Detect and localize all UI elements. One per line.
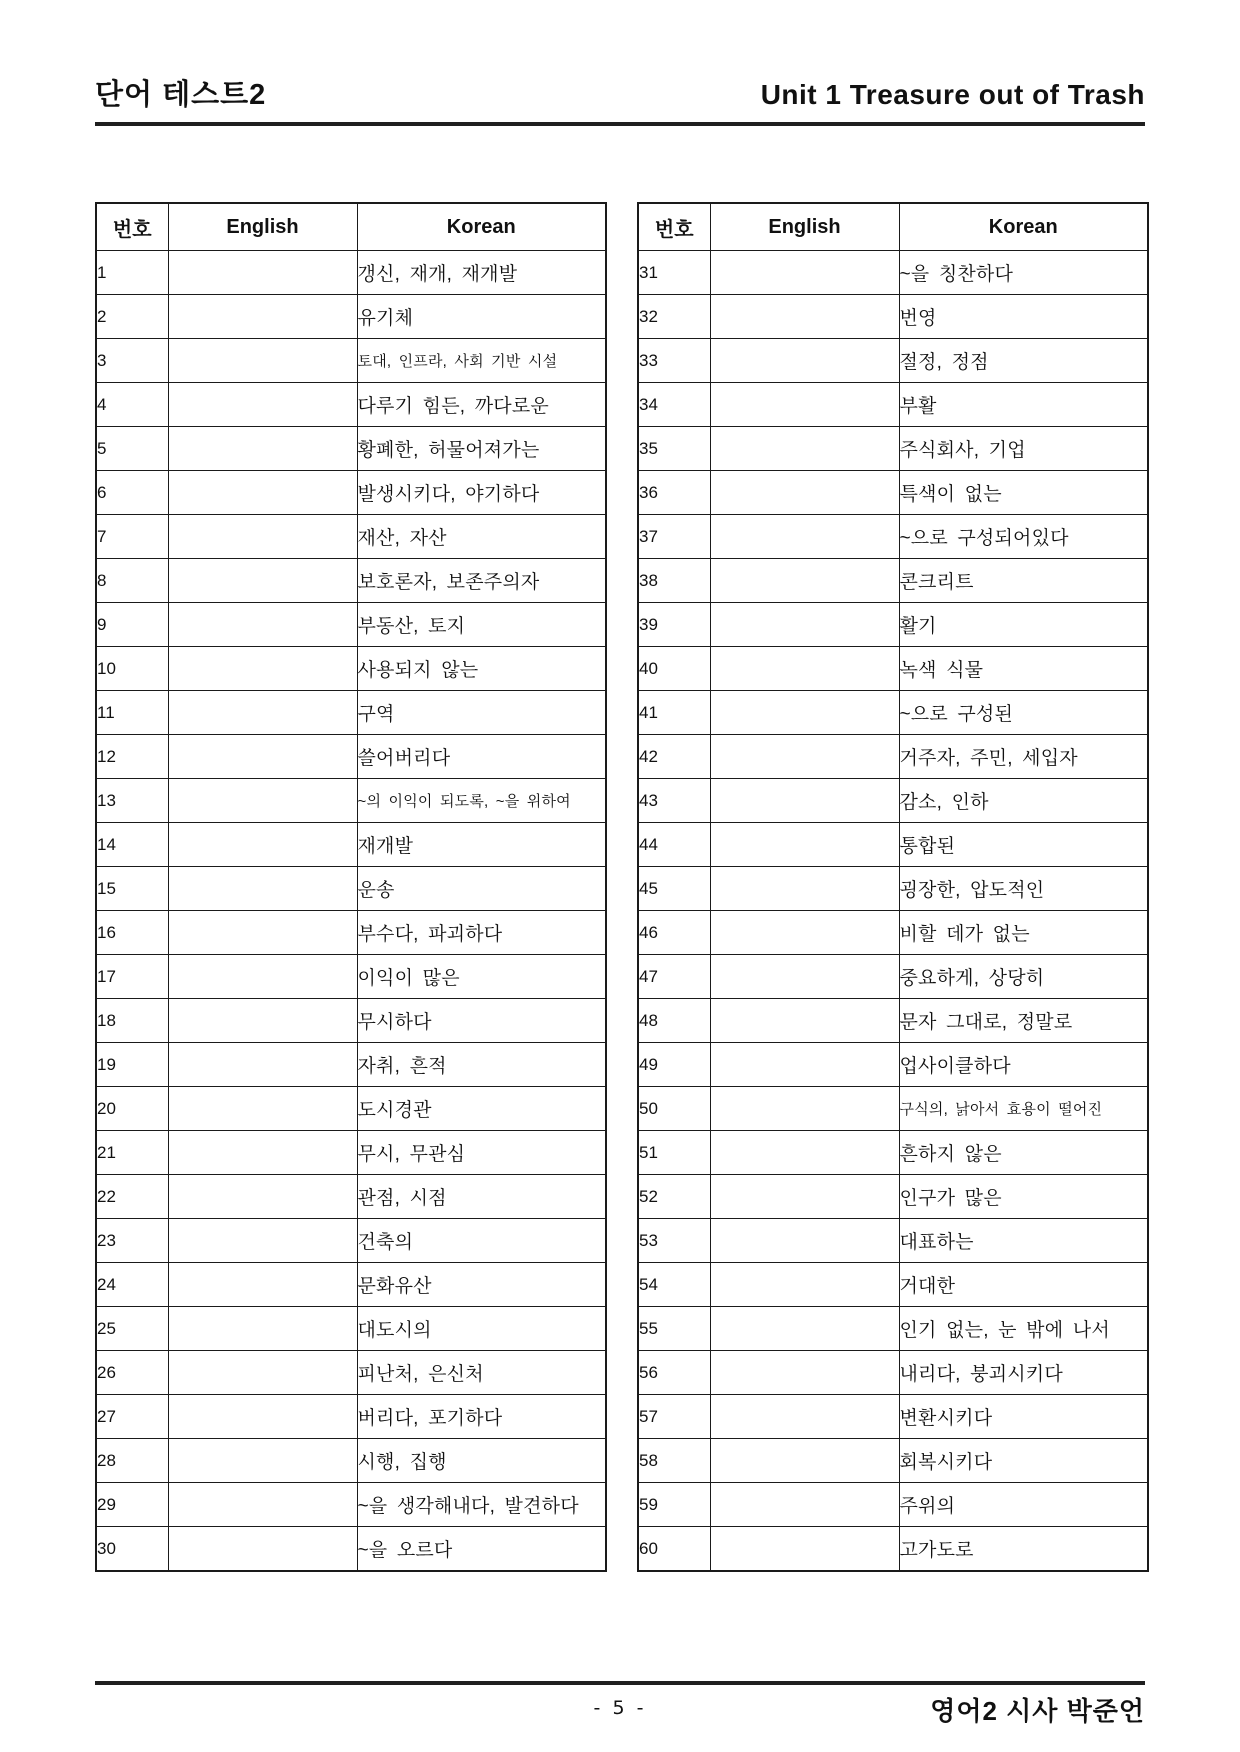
table-row [96,691,606,735]
english-answer-cell [710,1087,899,1131]
row-number-cell: 14 [96,823,168,867]
row-number-cell: 37 [638,515,710,559]
korean-meaning-cell: 버리다, 포기하다 [357,1395,606,1439]
table-row [96,427,606,471]
row-number-cell: 20 [96,1087,168,1131]
english-answer-cell [168,1043,357,1087]
row-number-cell: 43 [638,779,710,823]
english-answer-cell [168,383,357,427]
table-row [638,471,1148,515]
row-number-cell: 12 [96,735,168,779]
korean-meaning-cell: ~을 오르다 [357,1527,606,1572]
english-answer-cell [710,955,899,999]
row-number-cell: 23 [96,1219,168,1263]
row-number-cell: 32 [638,295,710,339]
table-row [96,1395,606,1439]
english-answer-cell [710,911,899,955]
korean-meaning-cell: 거대한 [899,1263,1148,1307]
table-row [638,251,1148,295]
table-row [96,1043,606,1087]
table-row [638,1395,1148,1439]
table-row [96,1439,606,1483]
table-row [96,1351,606,1395]
english-answer-cell [168,1527,357,1572]
row-number-cell: 50 [638,1087,710,1131]
korean-meaning-cell: 고가도로 [899,1527,1148,1572]
english-answer-cell [168,515,357,559]
korean-meaning-cell: 변환시키다 [899,1395,1148,1439]
english-answer-cell [710,1527,899,1572]
row-number-cell: 28 [96,1439,168,1483]
column-header-number: 번호 [638,203,710,251]
korean-meaning-cell: 절정, 정점 [899,339,1148,383]
row-number-cell: 6 [96,471,168,515]
table-row [638,1087,1148,1131]
row-number-cell: 25 [96,1307,168,1351]
korean-meaning-cell: 재개발 [357,823,606,867]
row-number-cell: 13 [96,779,168,823]
row-number-cell: 33 [638,339,710,383]
english-answer-cell [168,999,357,1043]
table-row [638,383,1148,427]
row-number-cell: 7 [96,515,168,559]
table-row [96,823,606,867]
table-row [638,691,1148,735]
column-header-korean: Korean [899,203,1148,251]
korean-meaning-cell: 유기체 [357,295,606,339]
korean-meaning-cell: 통합된 [899,823,1148,867]
korean-meaning-cell: 갱신, 재개, 재개발 [357,251,606,295]
table-row [638,1043,1148,1087]
korean-meaning-cell: 거주자, 주민, 세입자 [899,735,1148,779]
english-answer-cell [168,1219,357,1263]
table-row [638,1307,1148,1351]
english-answer-cell [710,1219,899,1263]
english-answer-cell [168,251,357,295]
table-row [96,867,606,911]
english-answer-cell [168,1395,357,1439]
english-answer-cell [710,779,899,823]
korean-meaning-cell: 구식의, 낡아서 효용이 떨어진 [899,1087,1148,1131]
english-answer-cell [168,339,357,383]
english-answer-cell [710,735,899,779]
korean-meaning-cell: 회복시키다 [899,1439,1148,1483]
english-answer-cell [710,515,899,559]
table-row [96,603,606,647]
table-row [638,1483,1148,1527]
english-answer-cell [710,1395,899,1439]
table-row [96,1307,606,1351]
korean-meaning-cell: 이익이 많은 [357,955,606,999]
row-number-cell: 53 [638,1219,710,1263]
table-row [638,867,1148,911]
vocab-table-right [637,202,1149,1572]
table-row [638,1219,1148,1263]
table-row [96,559,606,603]
footer-divider [95,1681,1145,1685]
table-row [638,779,1148,823]
row-number-cell: 41 [638,691,710,735]
english-answer-cell [710,427,899,471]
korean-meaning-cell: 흔하지 않은 [899,1131,1148,1175]
korean-meaning-cell: 업사이클하다 [899,1043,1148,1087]
vocab-table-left [95,202,607,1572]
table-row [638,295,1148,339]
column-header-english: English [168,203,357,251]
korean-meaning-cell: 도시경관 [357,1087,606,1131]
korean-meaning-cell: 구역 [357,691,606,735]
english-answer-cell [168,779,357,823]
row-number-cell: 9 [96,603,168,647]
korean-meaning-cell: 주식회사, 기업 [899,427,1148,471]
row-number-cell: 1 [96,251,168,295]
table-row [96,383,606,427]
row-number-cell: 24 [96,1263,168,1307]
english-answer-cell [168,867,357,911]
table-row [96,955,606,999]
row-number-cell: 18 [96,999,168,1043]
english-answer-cell [168,1483,357,1527]
english-answer-cell [168,691,357,735]
column-header-korean: Korean [357,203,606,251]
korean-meaning-cell: 자취, 흔적 [357,1043,606,1087]
english-answer-cell [168,1175,357,1219]
korean-meaning-cell: 황폐한, 허물어져가는 [357,427,606,471]
english-answer-cell [710,383,899,427]
korean-meaning-cell: 관점, 시점 [357,1175,606,1219]
english-answer-cell [710,1131,899,1175]
table-row [96,471,606,515]
row-number-cell: 40 [638,647,710,691]
english-answer-cell [168,911,357,955]
row-number-cell: 2 [96,295,168,339]
row-number-cell: 16 [96,911,168,955]
korean-meaning-cell: 문자 그대로, 정말로 [899,999,1148,1043]
korean-meaning-cell: 특색이 없는 [899,471,1148,515]
korean-meaning-cell: 콘크리트 [899,559,1148,603]
english-answer-cell [710,823,899,867]
english-answer-cell [168,603,357,647]
table-row [638,911,1148,955]
row-number-cell: 35 [638,427,710,471]
row-number-cell: 8 [96,559,168,603]
row-number-cell: 31 [638,251,710,295]
korean-meaning-cell: 부동산, 토지 [357,603,606,647]
korean-meaning-cell: ~으로 구성된 [899,691,1148,735]
korean-meaning-cell: 재산, 자산 [357,515,606,559]
table-row [638,647,1148,691]
english-answer-cell [710,295,899,339]
korean-meaning-cell: 대도시의 [357,1307,606,1351]
row-number-cell: 51 [638,1131,710,1175]
table-row [96,647,606,691]
table-row [96,1131,606,1175]
table-row [638,735,1148,779]
row-number-cell: 3 [96,339,168,383]
table-row [96,1087,606,1131]
korean-meaning-cell: 쓸어버리다 [357,735,606,779]
english-answer-cell [710,691,899,735]
table-row [638,427,1148,471]
english-answer-cell [710,1175,899,1219]
korean-meaning-cell: 사용되지 않는 [357,647,606,691]
table-row [638,1175,1148,1219]
english-answer-cell [710,1351,899,1395]
table-row [96,295,606,339]
korean-meaning-cell: 부수다, 파괴하다 [357,911,606,955]
row-number-cell: 58 [638,1439,710,1483]
table-row [96,1263,606,1307]
english-answer-cell [710,1439,899,1483]
english-answer-cell [168,1263,357,1307]
table-row [638,603,1148,647]
table-row [638,515,1148,559]
table-row [96,1527,606,1572]
row-number-cell: 56 [638,1351,710,1395]
korean-meaning-cell: 토대, 인프라, 사회 기반 시설 [357,339,606,383]
row-number-cell: 52 [638,1175,710,1219]
korean-meaning-cell: 피난처, 은신처 [357,1351,606,1395]
english-answer-cell [710,603,899,647]
korean-meaning-cell: 내리다, 붕괴시키다 [899,1351,1148,1395]
page-footer [95,1672,1145,1731]
row-number-cell: 60 [638,1527,710,1572]
korean-meaning-cell: ~을 칭찬하다 [899,251,1148,295]
table-row [96,251,606,295]
table-row [638,1527,1148,1572]
english-answer-cell [710,999,899,1043]
row-number-cell: 49 [638,1043,710,1087]
korean-meaning-cell: 비할 데가 없는 [899,911,1148,955]
row-number-cell: 29 [96,1483,168,1527]
korean-meaning-cell: 인기 없는, 눈 밖에 나서 [899,1307,1148,1351]
english-answer-cell [710,1483,899,1527]
table-row [638,1351,1148,1395]
row-number-cell: 22 [96,1175,168,1219]
korean-meaning-cell: 대표하는 [899,1219,1148,1263]
table-row [638,1439,1148,1483]
vocab-tables [95,202,1149,1572]
english-answer-cell [710,647,899,691]
table-row [638,823,1148,867]
document-title: 단어 테스트2 [95,79,267,111]
row-number-cell: 21 [96,1131,168,1175]
korean-meaning-cell: 굉장한, 압도적인 [899,867,1148,911]
korean-meaning-cell: ~의 이익이 되도록, ~을 위하여 [357,779,606,823]
english-answer-cell [168,1131,357,1175]
table-header-row [638,203,1148,251]
english-answer-cell [710,1043,899,1087]
korean-meaning-cell: 다루기 힘든, 까다로운 [357,383,606,427]
row-number-cell: 5 [96,427,168,471]
english-answer-cell [168,1351,357,1395]
row-number-cell: 17 [96,955,168,999]
row-number-cell: 30 [96,1527,168,1572]
row-number-cell: 15 [96,867,168,911]
table-row [638,1131,1148,1175]
korean-meaning-cell: ~으로 구성되어있다 [899,515,1148,559]
korean-meaning-cell: 중요하게, 상당히 [899,955,1148,999]
english-answer-cell [168,559,357,603]
english-answer-cell [168,427,357,471]
row-number-cell: 45 [638,867,710,911]
table-row [638,955,1148,999]
table-row [96,779,606,823]
english-answer-cell [168,471,357,515]
english-answer-cell [710,1263,899,1307]
column-header-english: English [710,203,899,251]
row-number-cell: 54 [638,1263,710,1307]
korean-meaning-cell: 발생시키다, 야기하다 [357,471,606,515]
english-answer-cell [168,295,357,339]
header-divider [95,122,1145,126]
column-header-number: 번호 [96,203,168,251]
row-number-cell: 55 [638,1307,710,1351]
row-number-cell: 38 [638,559,710,603]
korean-meaning-cell: 건축의 [357,1219,606,1263]
row-number-cell: 10 [96,647,168,691]
table-row [96,515,606,559]
table-header-row [96,203,606,251]
row-number-cell: 59 [638,1483,710,1527]
footer-credit: 영어2 시사 박준언 [930,1696,1145,1726]
korean-meaning-cell: 인구가 많은 [899,1175,1148,1219]
row-number-cell: 39 [638,603,710,647]
page-number: - 5 - [593,1697,647,1719]
english-answer-cell [710,251,899,295]
english-answer-cell [168,1087,357,1131]
english-answer-cell [168,1307,357,1351]
korean-meaning-cell: 활기 [899,603,1148,647]
row-number-cell: 34 [638,383,710,427]
unit-title: Unit 1 Treasure out of Trash [760,79,1145,110]
english-answer-cell [168,823,357,867]
table-row [96,911,606,955]
english-answer-cell [168,1439,357,1483]
row-number-cell: 27 [96,1395,168,1439]
row-number-cell: 47 [638,955,710,999]
korean-meaning-cell: 시행, 집행 [357,1439,606,1483]
row-number-cell: 36 [638,471,710,515]
table-row [96,735,606,779]
korean-meaning-cell: 무시, 무관심 [357,1131,606,1175]
row-number-cell: 44 [638,823,710,867]
english-answer-cell [710,339,899,383]
row-number-cell: 26 [96,1351,168,1395]
row-number-cell: 4 [96,383,168,427]
table-row [96,1175,606,1219]
korean-meaning-cell: 보호론자, 보존주의자 [357,559,606,603]
table-row [638,559,1148,603]
row-number-cell: 46 [638,911,710,955]
english-answer-cell [710,559,899,603]
row-number-cell: 11 [96,691,168,735]
table-row [96,1219,606,1263]
row-number-cell: 19 [96,1043,168,1087]
row-number-cell: 42 [638,735,710,779]
row-number-cell: 57 [638,1395,710,1439]
korean-meaning-cell: 부활 [899,383,1148,427]
page-header [95,72,1145,126]
table-row [638,999,1148,1043]
korean-meaning-cell: ~을 생각해내다, 발견하다 [357,1483,606,1527]
korean-meaning-cell: 무시하다 [357,999,606,1043]
english-answer-cell [710,867,899,911]
english-answer-cell [710,1307,899,1351]
row-number-cell: 48 [638,999,710,1043]
korean-meaning-cell: 번영 [899,295,1148,339]
korean-meaning-cell: 주위의 [899,1483,1148,1527]
english-answer-cell [168,735,357,779]
english-answer-cell [168,955,357,999]
table-row [96,1483,606,1527]
table-row [96,339,606,383]
english-answer-cell [710,471,899,515]
english-answer-cell [168,647,357,691]
korean-meaning-cell: 감소, 인하 [899,779,1148,823]
korean-meaning-cell: 운송 [357,867,606,911]
korean-meaning-cell: 문화유산 [357,1263,606,1307]
table-row [638,339,1148,383]
table-row [638,1263,1148,1307]
korean-meaning-cell: 녹색 식물 [899,647,1148,691]
table-row [96,999,606,1043]
